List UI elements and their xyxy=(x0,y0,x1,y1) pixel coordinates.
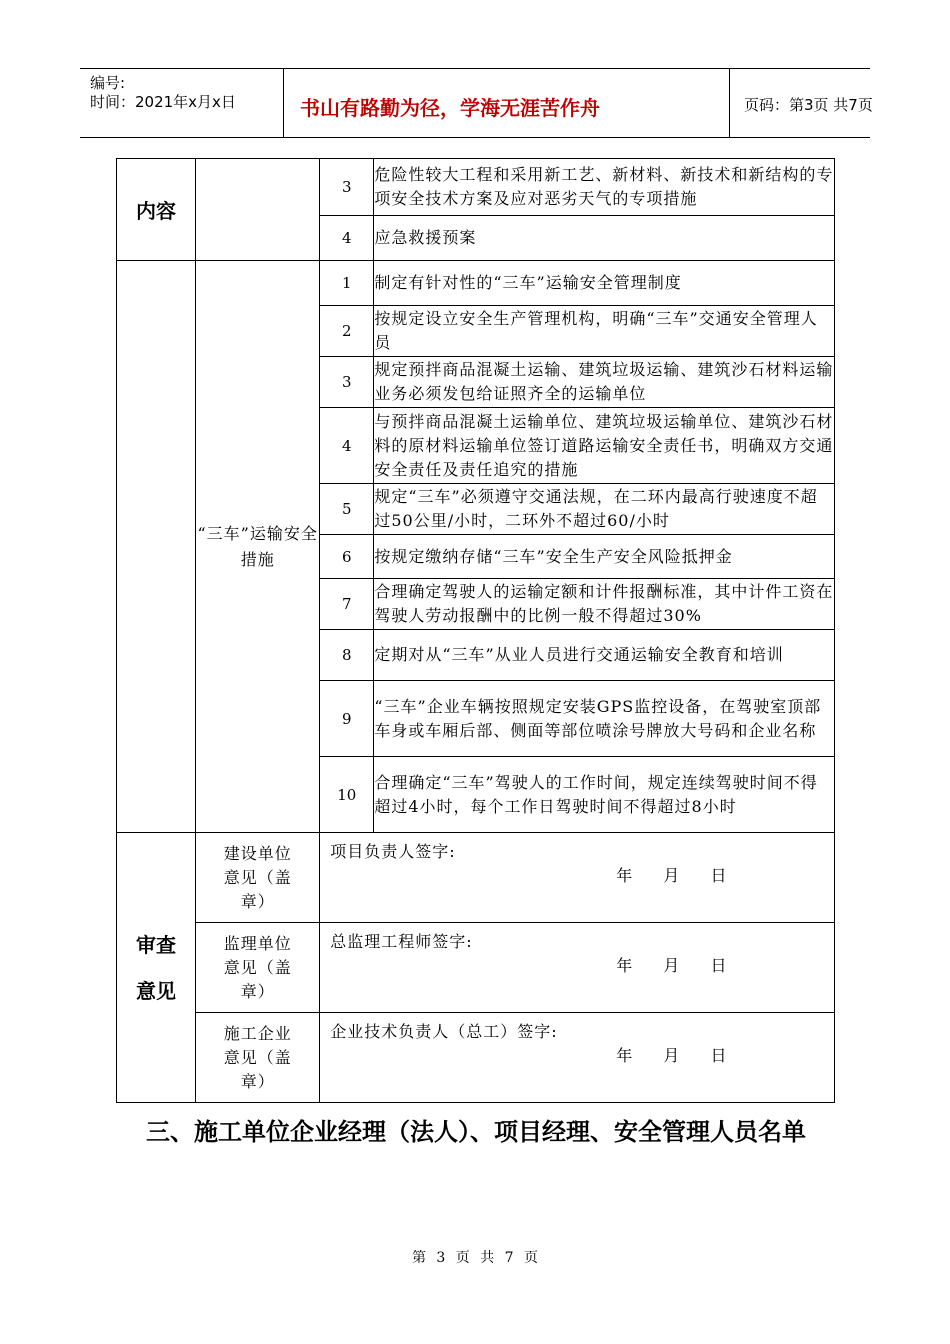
header-left-cell xyxy=(80,69,284,137)
header-page-cell xyxy=(730,69,873,137)
row-number: 3 xyxy=(320,159,374,216)
empty-section-cell xyxy=(117,261,196,833)
row-number: 8 xyxy=(320,630,374,681)
row-number: 3 xyxy=(320,357,374,408)
row-number: 7 xyxy=(320,579,374,630)
signature-date: 年 月 日 xyxy=(616,956,727,975)
row-text: “三车”企业车辆按照规定安装GPS监控设备，在驾驶室顶部车身或车厢后部、侧面等部位喷涂号牌放大号码和企业名称 xyxy=(374,681,835,757)
table-row xyxy=(117,1013,835,1103)
signature-date: 年 月 日 xyxy=(616,866,727,885)
signature-cell[interactable] xyxy=(320,1013,835,1103)
row-number: 2 xyxy=(320,306,374,357)
review-unit-label: 施工企业意见（盖章） xyxy=(196,1013,320,1103)
signature-date: 年 月 日 xyxy=(616,1046,727,1065)
row-number: 9 xyxy=(320,681,374,757)
row-text: 按规定缴纳存储“三车”安全生产安全风险抵押金 xyxy=(374,535,835,579)
row-number: 5 xyxy=(320,484,374,535)
page-footer: 第 3 页 共 7 页 xyxy=(411,1250,539,1266)
review-unit-label: 建设单位意见（盖章） xyxy=(196,833,320,923)
row-number: 1 xyxy=(320,261,374,306)
table-row xyxy=(117,261,835,306)
row-text: 合理确定驾驶人的运输定额和计件报酬标准，其中计件工资在驾驶人劳动报酬中的比例一般不得超过30% xyxy=(374,579,835,630)
three-vehicles-group-label: “三车”运输安全措施 xyxy=(196,261,320,833)
page-code: 页码：第3页 共7页 xyxy=(744,96,873,114)
signature-label: 总监理工程师签字: xyxy=(330,932,473,951)
row-number: 4 xyxy=(320,216,374,261)
row-text: 规定“三车”必须遵守交通法规，在二环内最高行驶速度不超过50公里/小时，二环外不超过60/小时 xyxy=(374,484,835,535)
row-text: 合理确定“三车”驾驶人的工作时间，规定连续驾驶时间不得超过4小时，每个工作日驾驶时间不得超过8小时 xyxy=(374,757,835,833)
row-text: 应急救援预案 xyxy=(374,216,835,261)
row-text: 按规定设立安全生产管理机构，明确“三车”交通安全管理人员 xyxy=(374,306,835,357)
row-number: 10 xyxy=(320,757,374,833)
page-header xyxy=(80,68,873,138)
table-row xyxy=(117,923,835,1013)
signature-label: 项目负责人签字: xyxy=(330,842,456,861)
signature-label: 企业技术负责人（总工）签字: xyxy=(330,1022,558,1041)
row-number: 4 xyxy=(320,408,374,484)
section-heading: 三、施工单位企业经理（法人）、项目经理、安全管理人员名单 xyxy=(146,1118,806,1146)
review-unit-label: 监理单位意见（盖章） xyxy=(196,923,320,1013)
row-text: 与预拌商品混凝土运输单位、建筑垃圾运输单位、建筑沙石材料的原材料运输单位签订道路运输安全责任书，明确双方交通安全责任及责任追究的措施 xyxy=(374,408,835,484)
signature-cell[interactable] xyxy=(320,833,835,923)
header-motto-cell xyxy=(284,69,730,137)
row-number: 6 xyxy=(320,535,374,579)
row-text: 危险性较大工程和采用新工艺、新材料、新技术和新结构的专项安全技术方案及应对恶劣天气的专项措施 xyxy=(374,159,835,216)
row-text: 制定有针对性的“三车”运输安全管理制度 xyxy=(374,261,835,306)
content-section-label: 内容 xyxy=(117,159,196,261)
review-section-label: 审查意见 xyxy=(117,833,196,1103)
table-row xyxy=(117,833,835,923)
empty-group-cell xyxy=(196,159,320,261)
signature-cell[interactable] xyxy=(320,923,835,1013)
time-label: 时间：2021年x月x日 xyxy=(90,93,236,111)
table-row xyxy=(117,159,835,216)
row-text: 定期对从“三车”从业人员进行交通运输安全教育和培训 xyxy=(374,630,835,681)
safety-measures-table xyxy=(116,158,835,1103)
motto-text: 书山有路勤为径，学海无涯苦作舟 xyxy=(300,96,600,120)
row-text: 规定预拌商品混凝土运输、建筑垃圾运输、建筑沙石材料运输业务必须发包给证照齐全的运输单位 xyxy=(374,357,835,408)
number-label: 编号: xyxy=(90,74,126,92)
